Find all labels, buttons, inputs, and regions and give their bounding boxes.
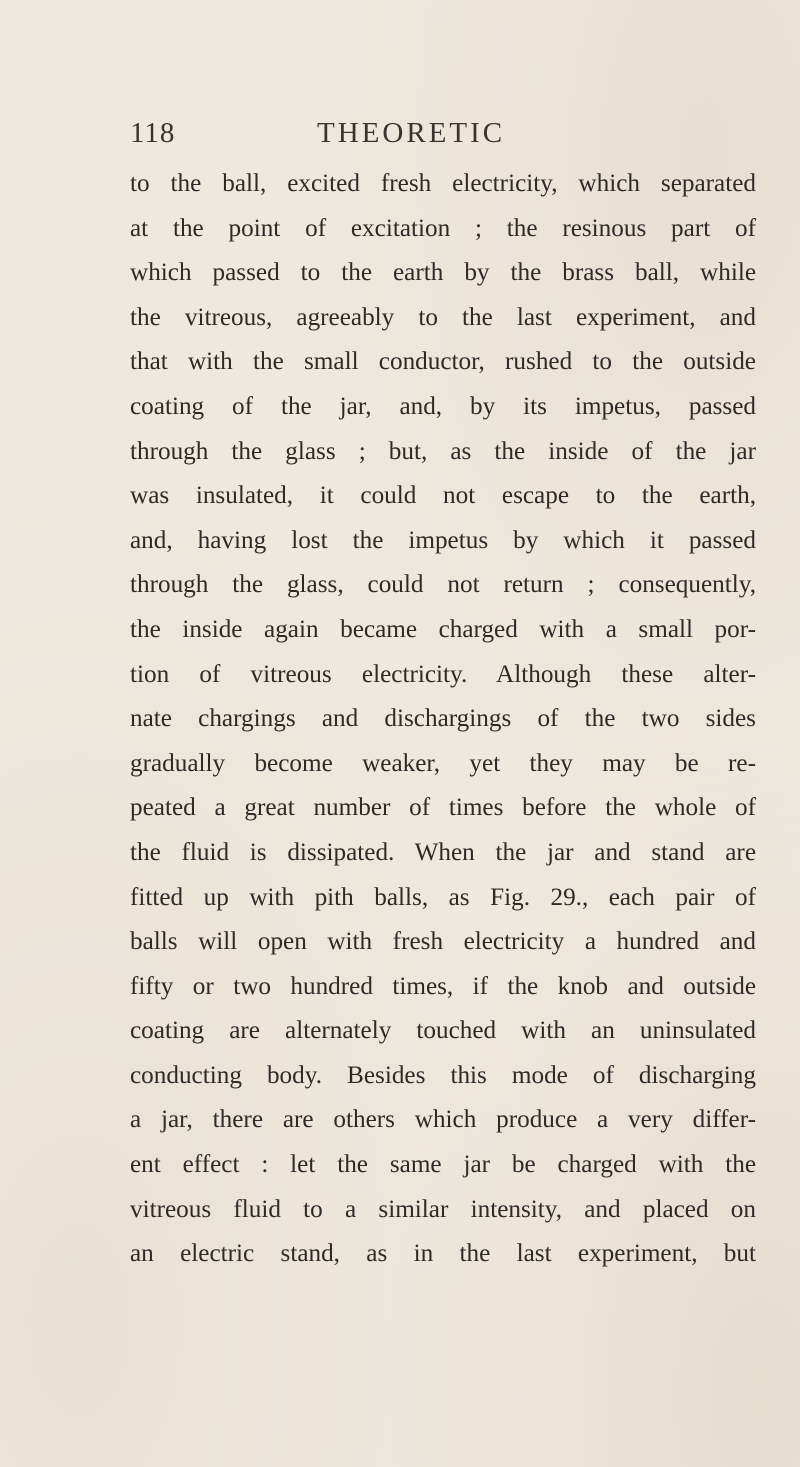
text-line: tion of vitreous electricity. Although these alter- bbox=[130, 660, 756, 688]
text-line: and, having lost the impetus by which it passed bbox=[130, 526, 756, 554]
text-line: that with the small conductor, rushed to the outside bbox=[130, 348, 756, 376]
text-line: through the glass ; but, as the inside of the jar bbox=[130, 437, 756, 465]
text-line: was insulated, it could not escape to the earth, bbox=[130, 482, 756, 510]
text-line: the inside again became charged with a small por- bbox=[130, 615, 756, 643]
text-line: conducting body. Besides this mode of discharging bbox=[130, 1061, 756, 1089]
text-line: a jar, there are others which produce a very differ- bbox=[130, 1106, 756, 1134]
body-text bbox=[130, 162, 756, 1277]
text-line: an electric stand, as in the last experiment, but bbox=[130, 1240, 756, 1268]
text-line: coating of the jar, and, by its impetus, passed bbox=[130, 392, 756, 420]
text-line: balls will open with fresh electricity a hundred and bbox=[130, 928, 756, 956]
text-line: gradually become weaker, yet they may be re- bbox=[130, 749, 756, 777]
text-line: to the ball, excited fresh electricity, which separated bbox=[130, 170, 756, 197]
text-line: coating are alternately touched with an uninsulated bbox=[130, 1017, 756, 1045]
text-line: through the glass, could not return ; consequently, bbox=[130, 571, 756, 599]
running-head bbox=[130, 117, 750, 157]
text-line: the fluid is dissipated. When the jar and stand are bbox=[130, 838, 756, 866]
text-line: which passed to the earth by the brass ball, while bbox=[130, 259, 756, 287]
text-line: at the point of excitation ; the resinous part of bbox=[130, 214, 756, 242]
text-line: fifty or two hundred times, if the knob and outside bbox=[130, 972, 756, 1000]
text-line: ent effect : let the same jar be charged with the bbox=[130, 1151, 756, 1179]
text-line: the vitreous, agreeably to the last experiment, and bbox=[130, 303, 756, 331]
text-line: nate chargings and dischargings of the two sides bbox=[130, 705, 756, 733]
page-number: 118 bbox=[130, 117, 176, 149]
text-line: peated a great number of times before the whole of bbox=[130, 794, 756, 822]
text-line: vitreous fluid to a similar intensity, and placed on bbox=[130, 1195, 756, 1223]
text-line: fitted up with pith balls, as Fig. 29., each pair of bbox=[130, 883, 756, 911]
running-title: THEORETIC bbox=[317, 117, 506, 149]
